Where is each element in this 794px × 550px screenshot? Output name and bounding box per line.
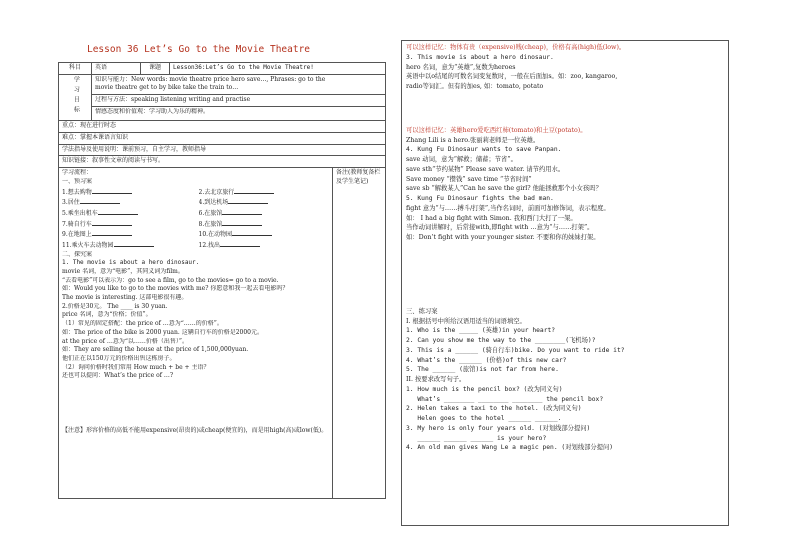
attention-note: 【注意】形容价格的高低不能用expensive(昂贵的)或cheap(便宜的)，而是用high(高)或low(低)。 bbox=[62, 426, 328, 434]
process-cell bbox=[59, 168, 386, 499]
goals-content bbox=[92, 74, 386, 121]
preview-item: 8.在旅馆 bbox=[199, 219, 330, 230]
preview-item: 3.居住 bbox=[62, 197, 193, 208]
right-line: 4. Kung Fu Dinosaur wants to save Panpan. bbox=[406, 146, 562, 154]
memory-tip: 可以这样记忆：物体有贵（expensive)贱(cheap)，价格有高(high)低(low)。 bbox=[406, 44, 626, 51]
explore-line: 1. The movie is about a hero dinosaur. bbox=[62, 259, 200, 267]
rewrite-item: ______ ______ ______ is your hero? bbox=[406, 434, 547, 442]
preview-item: 2.去北京旅行 bbox=[199, 187, 330, 198]
right-line: hero 名词，意为“英雄”,复数为heroes bbox=[406, 63, 516, 71]
goals-label bbox=[59, 74, 92, 121]
guide-row: 学法指导及使用说明：课前预习，自主学习，教师指导 bbox=[59, 144, 386, 156]
goal-line: 知识与能力：New words: movie theatre price hero save…, Phrases: go to the bbox=[95, 75, 326, 83]
practice-intro: I. 根据括号中所给汉语用适当的词语填空。 bbox=[406, 317, 526, 325]
rewrite-item: 3. My hero is only four years old. (对划线部分提问) bbox=[406, 424, 591, 432]
preview-item: 5.乘坐出租车 bbox=[62, 208, 193, 219]
right-line: radio等词汇。但有的加es, 如：tomato, potato bbox=[406, 83, 544, 90]
explore-line: （2）询问价格时我们常用 How much + be + 主语？ bbox=[62, 363, 210, 371]
right-line: 英语中以o结尾的可数名词变复数时，一般在后面加s。如：zoo, kangaroo, bbox=[406, 73, 618, 81]
difficulty-row: 难点：掌握本课语言知识 bbox=[59, 133, 386, 145]
process-main bbox=[59, 168, 333, 498]
right-line: 3. This movie is about a hero dinosaur. bbox=[406, 53, 554, 61]
right-line: save sth“节约某物” Please save water. 请节约用水。 bbox=[406, 165, 565, 173]
preview-item: 1.想去购物 bbox=[62, 187, 193, 198]
right-line: save sb “解救某人”Can he save the girl? 他能拯救那个小女孩吗？ bbox=[406, 185, 602, 193]
rewrite-item: What’s ________ ________ ________ the pencil box? bbox=[406, 395, 604, 403]
explore-line: “去看电影”可以表示为：go to see a film, go to the movies= go to a movie. bbox=[62, 276, 279, 284]
key-point-row: 重点：现在进行时态 bbox=[59, 121, 386, 133]
preview-heading: 一、预习案 bbox=[62, 177, 93, 185]
explore-line: 2.价格是30元。 The ____ is 30 yuan. bbox=[62, 302, 168, 310]
preview-item: 11.乘火车去动物园 bbox=[62, 240, 193, 251]
explore-line: 如：They are selling the house at the price of 1,500,000yuan. bbox=[62, 346, 249, 354]
practice-item: 3. This is a ______ (骑自行车)bike. Do you want to ride it? bbox=[406, 346, 625, 354]
right-line: 如：Don’t fight with your younger sister. 不要和你的妹妹打架。 bbox=[406, 234, 600, 241]
right-line: Zhang Lili is a hero.张丽莉老师是一位英雄。 bbox=[406, 136, 540, 144]
memory-tip: 可以这样记忆：英雄hero爱吃西红柿(tomato)和土豆(potato)。 bbox=[406, 126, 587, 134]
rewrite-item: 2. Helen takes a taxi to the hotel. (改为同义句) bbox=[406, 405, 582, 413]
right-line: 5. Kung Fu Dinosaur fights the bad man. bbox=[406, 195, 554, 202]
practice-heading: 三、练习案 bbox=[406, 307, 438, 315]
lesson-plan-table bbox=[58, 62, 386, 499]
explore-line: 还也可以提问：What’s the price of …? bbox=[62, 372, 174, 380]
process-layout bbox=[59, 168, 385, 498]
practice-item: 5. The ______ (旅馆)is not far from here. bbox=[406, 366, 559, 374]
explore-line: 如：The price of the bike is 2000 yuan. 这辆自行车的价格是2000元。 bbox=[62, 328, 263, 336]
rewrite-item: 1. How much is the pencil box? (改为同义句) bbox=[406, 385, 563, 393]
topic-value: Lesson36:Let’s Go to the Movie Theatre! bbox=[170, 63, 386, 75]
rewrite-item: 4. An old man gives Wang Le a magic pen. (对划线部分提问) bbox=[406, 444, 614, 452]
right-line: 当作动词讲解时，后常接with,即fight with …意为“与……打架”。 bbox=[406, 224, 594, 232]
explore-line: The movie is interesting. 这部电影很有趣。 bbox=[62, 294, 188, 302]
preview-item: 12.找出 bbox=[199, 240, 330, 251]
explore-line: （1）常见的固定搭配：the price of …意为“……的价格”。 bbox=[62, 320, 223, 328]
goal-process bbox=[92, 95, 385, 107]
link-row: 知识链接：叙事性文章的阅读与书写。 bbox=[59, 156, 386, 168]
preview-item: 4.到达机场 bbox=[199, 197, 330, 208]
explore-line: 他们正在以150万元的价格出售这栋房子。 bbox=[62, 354, 176, 362]
rewrite-heading: II. 按要求改写句子。 bbox=[406, 376, 466, 383]
preview-item: 9.在地图上 bbox=[62, 229, 193, 240]
process-heading: 学习流程： bbox=[62, 169, 93, 177]
preview-item: 10.在动物园 bbox=[199, 229, 330, 240]
explore-line: price 名词，意为“价格；价值”。 bbox=[62, 311, 152, 319]
goal-knowledge bbox=[92, 75, 385, 95]
preview-item: 7.骑自行车 bbox=[62, 219, 193, 230]
goal-line: 过程与方法：speaking listening writing and practise bbox=[95, 96, 251, 104]
practice-item: 4. What’s the ______ (价格)of this new car? bbox=[406, 356, 567, 364]
goal-attitude bbox=[92, 107, 385, 118]
topic-label: 课题 bbox=[141, 63, 170, 75]
right-panel bbox=[401, 40, 729, 526]
subject-label: 科目 bbox=[59, 63, 92, 75]
preview-grid bbox=[62, 187, 329, 251]
goals-label-text: 学习目标 bbox=[72, 75, 80, 116]
right-line: save 动词，意为“解救；储蓄；节省”。 bbox=[406, 156, 517, 163]
right-line: Save money “攒钱” save time “节省时间” bbox=[406, 175, 532, 183]
goal-line: movie theatre get to by bike take the train to… bbox=[95, 84, 239, 92]
preview-item: 6.在旅馆 bbox=[199, 208, 330, 219]
goal-line: 情感态度和价值观：学习助人为乐的精神。 bbox=[95, 107, 210, 115]
notes-column: 备注(教师复备栏及学生笔记) bbox=[336, 169, 381, 185]
right-line: fight 意为“与……搏斗/打架”,当作名词时，前面可加修饰词，表示程度。 bbox=[406, 204, 610, 212]
rewrite-item: Helen goes to the hotel ______ ______. bbox=[406, 415, 562, 422]
subject-value: 英语 bbox=[92, 63, 141, 75]
explore-line: at the price of …意为“以……价格（出售）”。 bbox=[62, 337, 188, 345]
practice-item: 1. Who is the _____ (英雄)in your heart? bbox=[406, 327, 556, 335]
explore-heading: 二、探究案 bbox=[62, 250, 93, 258]
page-title: Lesson 36 Let’s Go to the Movie Theatre bbox=[86, 44, 311, 55]
practice-item: 2. Can you show me the way to the ________(飞机场)? bbox=[406, 337, 596, 344]
explore-line: 如：Would you like to go to the movies with me? 你愿意和我一起去看电影吗？ bbox=[62, 285, 289, 293]
explore-line: movie 名词，意为“电影”，其同义词为film。 bbox=[62, 268, 184, 275]
right-line: 如： I had a big fight with Simon. 我和西门大打了一架。 bbox=[406, 214, 577, 222]
